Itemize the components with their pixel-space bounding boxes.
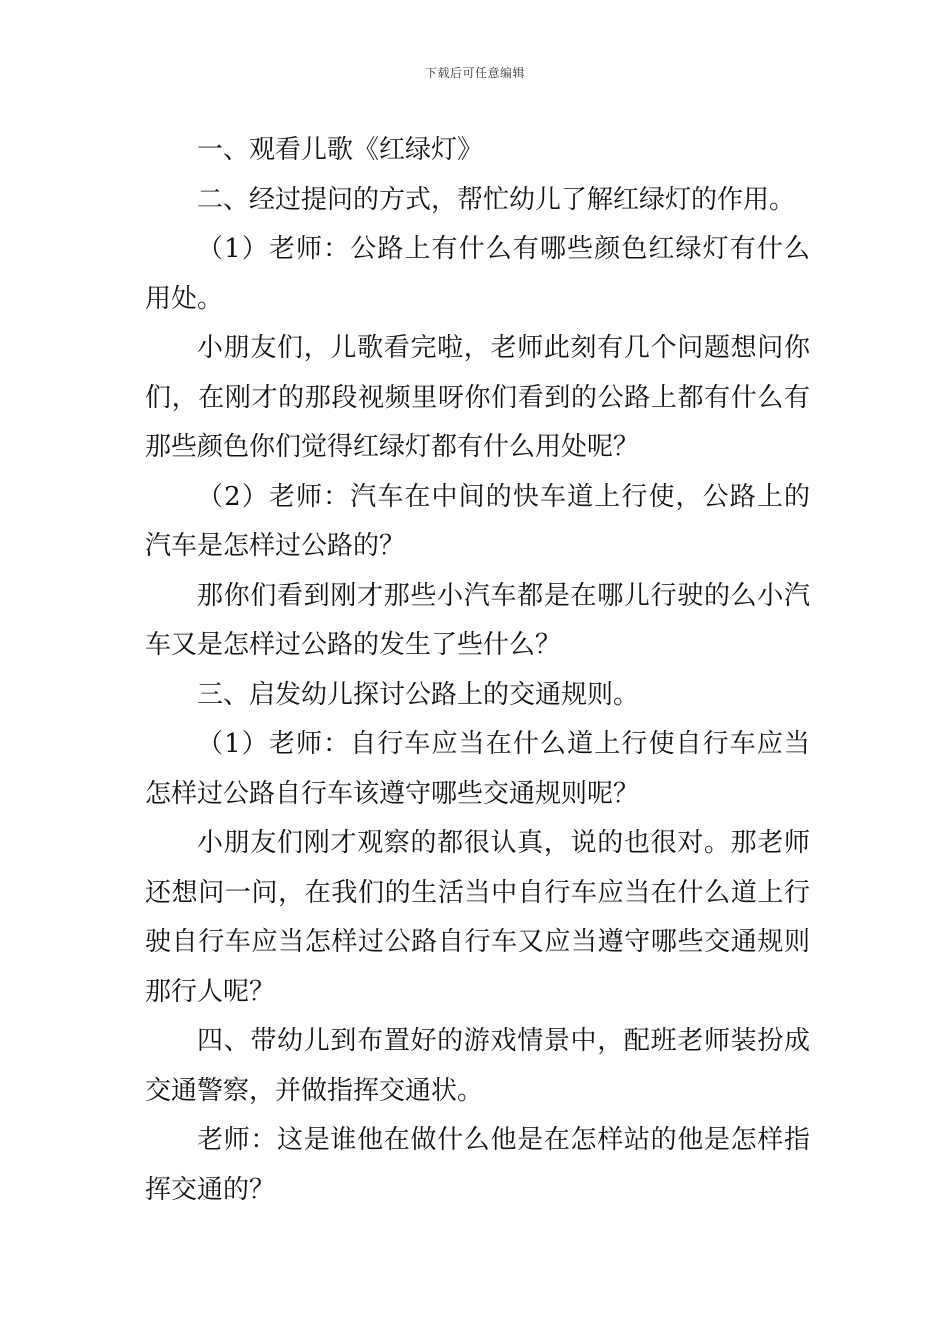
paragraph-section-2: 二、经过提问的方式，帮忙幼儿了解红绿灯的作用。 [197,184,796,215]
document-body [145,126,810,1215]
paragraph-teacher-script-4: 老师：这是谁他在做什么他是在怎样站的他是怎样指挥交通的？ [145,1125,810,1205]
paragraph-question-3: （1）老师：自行车应当在什么道上行使自行车应当怎样过公路自行车该遵守哪些交通规则呢？ [145,729,810,809]
paragraph-section-4: 四、带幼儿到布置好的游戏情景中，配班老师装扮成交通警察，并做指挥交通状。 [145,1026,810,1106]
paragraph-section-3: 三、启发幼儿探讨公路上的交通规则。 [197,679,640,710]
page-header-note: 下载后可任意编辑 [424,66,525,80]
paragraph-question-1: （1）老师：公路上有什么有哪些颜色红绿灯有什么用处。 [145,234,810,314]
paragraph-question-2: （2）老师：汽车在中间的快车道上行使，公路上的汽车是怎样过公路的？ [145,481,810,561]
paragraph-teacher-script-1: 小朋友们，儿歌看完啦，老师此刻有几个问题想问你们，在刚才的那段视频里呀你们看到的公路上都有什么有那些颜色你们觉得红绿灯都有什么用处呢？ [145,333,810,462]
paragraph-section-1: 一、观看儿歌《红绿灯》 [197,135,484,165]
paragraph-teacher-script-3: 小朋友们刚才观察的都很认真，说的也很对。那老师还想问一问，在我们的生活当中自行车应当在什么道上行驶自行车应当怎样过公路自行车又应当遵守哪些交通规则那行人呢？ [145,828,810,1007]
paragraph-teacher-script-2: 那你们看到刚才那些小汽车都是在哪儿行驶的么小汽车又是怎样过公路的发生了些什么？ [145,580,810,660]
